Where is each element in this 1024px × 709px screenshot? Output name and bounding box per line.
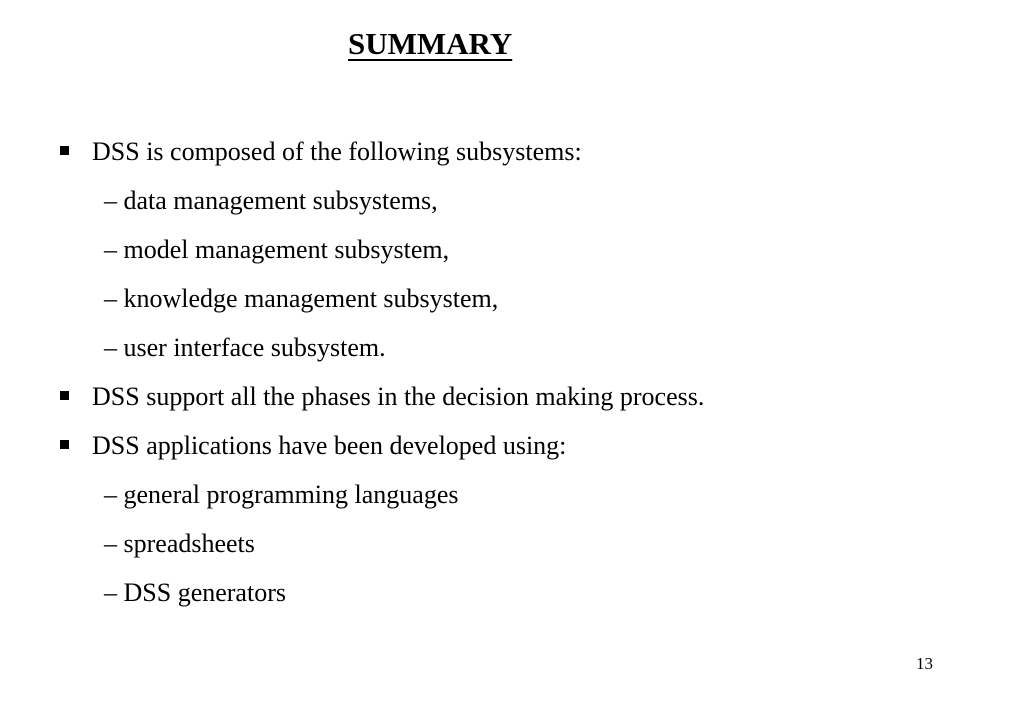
- sub-item: – user interface subsystem.: [104, 333, 386, 362]
- sub-item: – spreadsheets: [104, 529, 255, 558]
- bullet-item: DSS support all the phases in the decision making process.: [92, 382, 705, 411]
- square-bullet-icon: [60, 146, 69, 155]
- sub-item: – DSS generators: [104, 578, 286, 607]
- square-bullet-icon: [60, 440, 69, 449]
- slide-title: SUMMARY: [348, 26, 513, 61]
- bullet-item: DSS applications have been developed using:: [92, 431, 567, 460]
- sub-item: – knowledge management subsystem,: [104, 284, 499, 313]
- sub-item: – general programming languages: [104, 480, 459, 509]
- bullet-item: DSS is composed of the following subsystems:: [92, 137, 582, 166]
- square-bullet-icon: [60, 391, 69, 400]
- sub-item: – model management subsystem,: [104, 235, 450, 264]
- page-number: 13: [916, 654, 933, 673]
- sub-item: – data management subsystems,: [104, 186, 438, 215]
